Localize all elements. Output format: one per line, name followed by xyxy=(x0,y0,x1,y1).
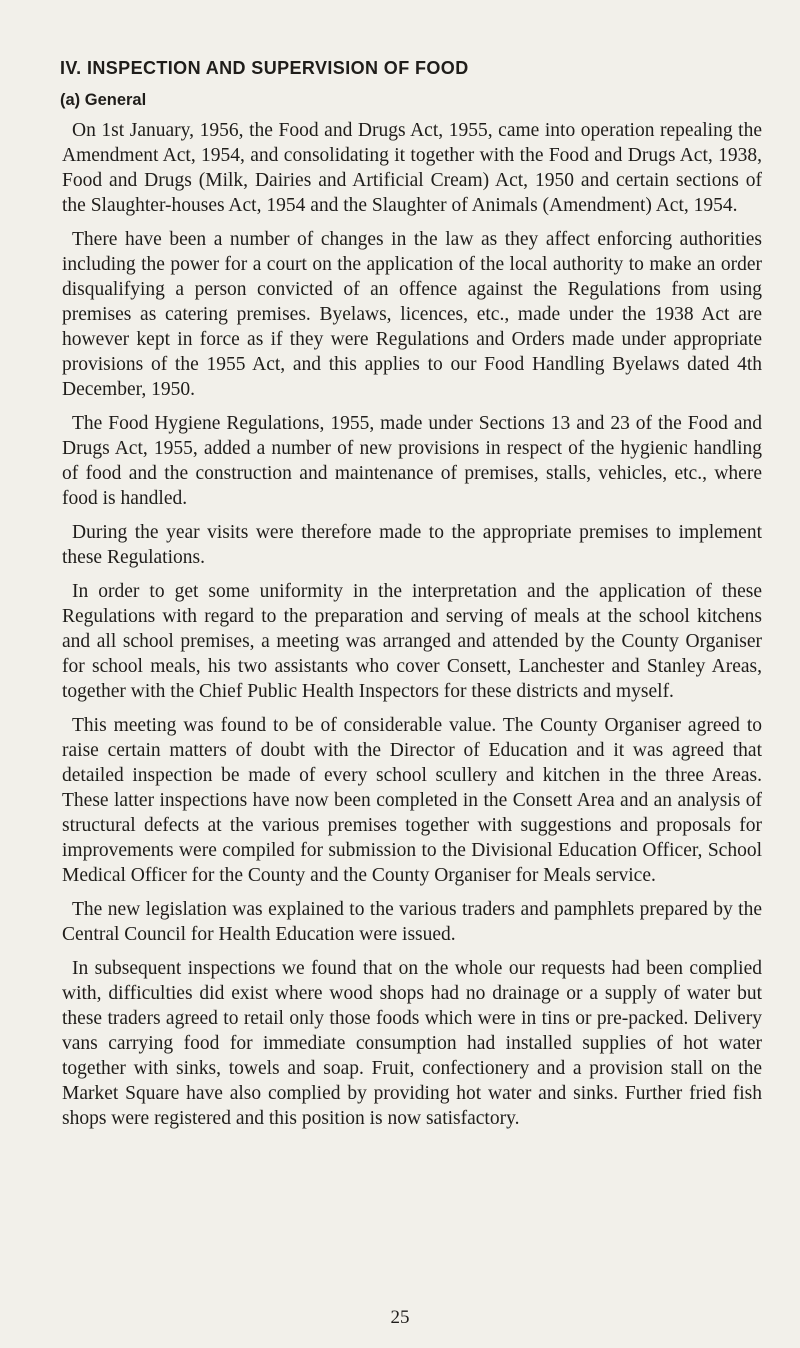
section-title: IV. INSPECTION AND SUPERVISION OF FOOD xyxy=(60,58,469,78)
page-number: 25 xyxy=(390,1307,410,1328)
paragraph-uniformity-meeting: In order to get some uniformity in the interpretation and the application of these Regulations with regard to the preparation and serving of meals at the school kitchens and all school premises, a meeting was arranged and attended by the County Organiser for school meals, his two assistants who cover Consett, Lanchester and Stanley Areas, together with the Chief Public Health Inspectors for these districts and myself. xyxy=(62,581,762,702)
paragraph-subsequent-inspections: In subsequent inspections we found that on the whole our requests had been complied with, difficulties did exist where wood shops had no drainage or a supply of water but these traders agreed to retail only those foods which were in tins or pre-packed. Delivery vans carrying food for immediate consumption had installed supplies of hot water together with sinks, towels and soap. Fruit, confectionery and a provision stall on the Market Square have also complied by providing hot water and sinks. Further fried fish shops were registered and this position is now satisfactory. xyxy=(62,958,762,1129)
page-content xyxy=(62,56,762,1140)
paragraph-food-drugs-act: On 1st January, 1956, the Food and Drugs Act, 1955, came into operation repealing the Amendment Act, 1954, and consolidating it together with the Food and Drugs Act, 1938, Food and Drugs (Milk, Dairies and Artificial Cream) Act, 1950 and certain sections of the Slaughter-houses Act, 1954 and the Slaughter of Animals (Amendment) Act, 1954. xyxy=(62,120,762,216)
paragraph-new-legislation: The new legislation was explained to the various traders and pamphlets prepared by the Central Council for Health Education were issued. xyxy=(62,899,762,945)
paragraph-visits: During the year visits were therefore made to the appropriate premises to implement these Regulations. xyxy=(62,522,762,568)
paragraph-food-hygiene-regulations: The Food Hygiene Regulations, 1955, made under Sections 13 and 23 of the Food and Drugs Act, 1955, added a number of new provisions in respect of the hygienic handling of food and the construction and maintenance of premises, stalls, vehicles, etc., where food is handled. xyxy=(62,413,762,509)
paragraph-meeting-value: This meeting was found to be of considerable value. The County Organiser agreed to raise certain matters of doubt with the Director of Education and it was agreed that detailed inspection be made of every school scullery and kitchen in the three Areas. These latter inspections have now been completed in the Consett Area and an analysis of structural defects at the various premises together with suggestions and proposals for improvements were compiled for submission to the Divisional Education Officer, School Medical Officer for the County and the County Organiser for Meals service. xyxy=(62,715,762,886)
subheading-general: (a) General xyxy=(60,91,147,109)
paragraph-changes-in-law: There have been a number of changes in the law as they affect enforcing authorities including the power for a court on the application of the local authority to make an order disqualifying a person convicted of an offence against the Regulations from using premises as catering premises. Byelaws, licences, etc., made under the 1938 Act are however kept in force as if they were Regulations and Orders made under appropriate provisions of the 1955 Act, and this applies to our Food Handling Byelaws dated 4th December, 1950. xyxy=(62,229,762,400)
